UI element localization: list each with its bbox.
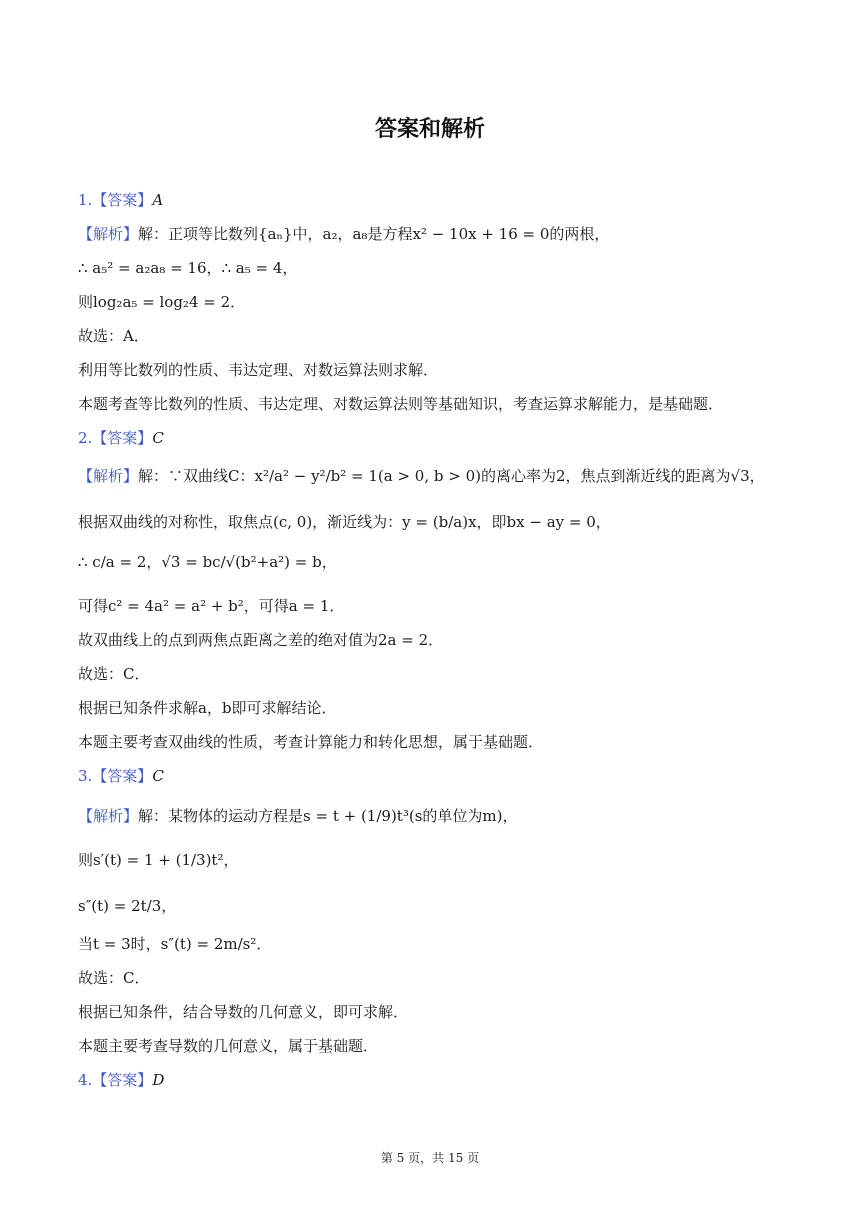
q2-text-2: 根据双曲线的对称性，取焦点(c, 0)，渐近线为：y = (b/a)x，即bx − ay = 0， [78, 513, 611, 531]
page-footer: 第 5 页，共 15 页 [380, 1151, 480, 1165]
q2-text-4: 可得c² = 4a² = a² + b²，可得a = 1． [78, 597, 345, 615]
q4-answer-value: D [152, 1071, 165, 1089]
q3-text-5: 故选：C． [78, 969, 150, 987]
q2-text-5: 故双曲线上的点到两焦点距离之差的绝对值为2a = 2． [78, 631, 444, 649]
q1-analysis-line-1 [78, 224, 609, 244]
q1-text-1: 解：正项等比数列{aₙ}中，a₂，a₈是方程x² − 10x + 16 = 0的两根， [138, 225, 610, 243]
q1-text-4: 故选：A． [78, 327, 149, 345]
q2-answer-label: 2.【答案】 [78, 429, 153, 447]
q3-text-7: 本题主要考查导数的几何意义，属于基础题． [78, 1037, 379, 1055]
q2-text-6: 故选：C． [78, 665, 150, 683]
q2-analysis-label: 【解析】 [78, 467, 139, 485]
q2-text-7: 根据已知条件求解a，b即可求解结论． [78, 699, 337, 717]
q3-text-1: 解：某物体的运动方程是s = t + (1/9)t³(s的单位为m)， [138, 807, 518, 825]
q1-text-5: 利用等比数列的性质、韦达定理、对数运算法则求解． [78, 361, 439, 379]
q2-text-3: ∴ c/a = 2，√3 = bc/√(b²+a²) = b， [78, 553, 337, 571]
q3-answer-line [78, 766, 164, 786]
q3-text-4: 当t = 3时，s″(t) = 2m/s²． [78, 935, 272, 953]
q3-answer-label: 3.【答案】 [78, 767, 153, 785]
q2-analysis-line-1 [78, 466, 765, 486]
q1-text-6: 本题考查等比数列的性质、韦达定理、对数运算法则等基础知识，考查运算求解能力，是基础题． [78, 395, 724, 413]
q1-text-2: ∴ a₅² = a₂a₈ = 16，∴ a₅ = 4， [78, 259, 298, 277]
q4-answer-line [78, 1070, 164, 1090]
q3-text-2: 则s′(t) = 1 + (1/3)t²， [78, 851, 239, 869]
q1-answer-label: 1.【答案】 [78, 191, 153, 209]
q3-analysis-line-1 [78, 806, 517, 826]
q4-answer-label: 4.【答案】 [78, 1071, 153, 1089]
q1-answer-line [78, 190, 163, 210]
q3-analysis-label: 【解析】 [78, 807, 139, 825]
page-title: 答案和解析 [374, 117, 485, 142]
q3-text-6: 根据已知条件，结合导数的几何意义，即可求解． [78, 1003, 409, 1021]
q1-answer-value: A [152, 191, 164, 209]
q2-text-8: 本题主要考查双曲线的性质，考查计算能力和转化思想，属于基础题． [78, 733, 544, 751]
q2-answer-value: C [152, 429, 164, 447]
q1-analysis-label: 【解析】 [78, 225, 139, 243]
q2-text-1: 解：∵双曲线C：x²/a² − y²/b² = 1(a > 0, b > 0)的离心率为2，焦点到渐近线的距离为√3， [138, 467, 765, 485]
q2-answer-line [78, 428, 164, 448]
q3-text-3: s″(t) = 2t/3， [78, 897, 177, 915]
q3-answer-value: C [152, 767, 164, 785]
q1-text-3: 则log₂a₅ = log₂4 = 2． [78, 293, 246, 311]
